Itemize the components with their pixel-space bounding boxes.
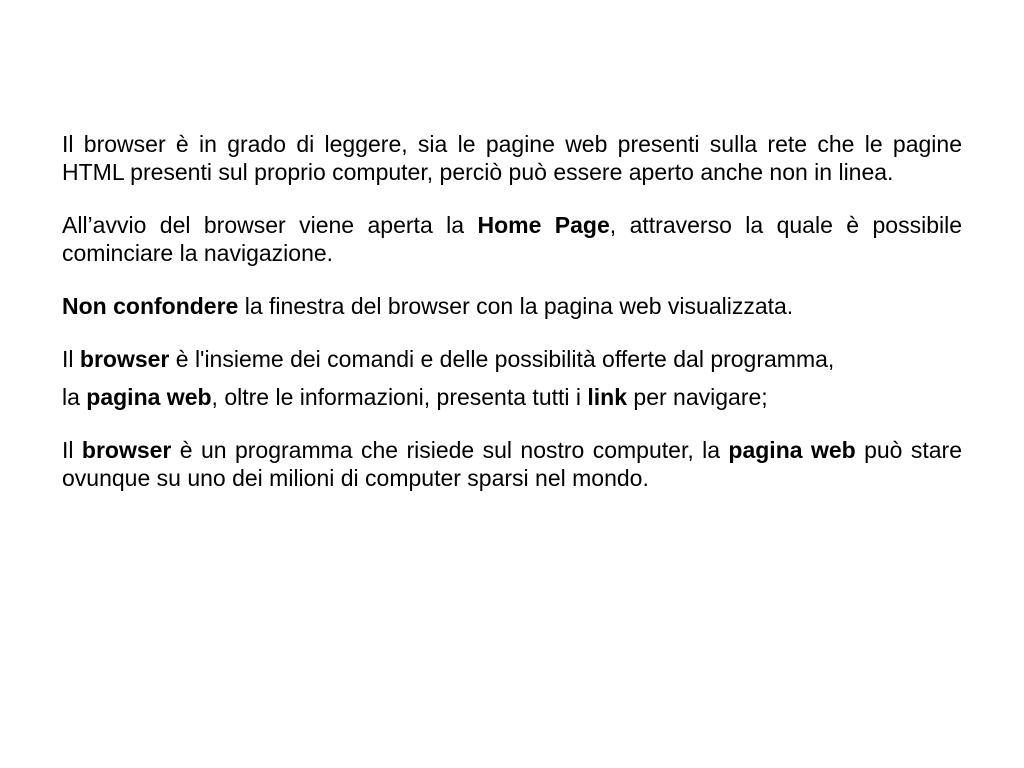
paragraph-browser-offline — [62, 130, 962, 186]
paragraph-text: Il browser è in grado di leggere, sia le pagine web presenti sulla rete che le pagine HTML presenti sul proprio computer, perciò può essere aperto anche non in linea. — [62, 131, 962, 185]
paragraph-text: All’avvio del browser viene aperta la — [62, 212, 478, 238]
paragraph-pagina-web-definition — [62, 383, 962, 411]
bold-term-browser: browser — [79, 346, 170, 372]
paragraph-text: può stare ovunque su uno dei milioni di computer sparsi nel mondo. — [62, 437, 962, 491]
paragraph-text: , attraverso la quale è possibile cominciare la navigazione. — [62, 212, 962, 266]
paragraph-browser-vs-pagina — [62, 436, 962, 492]
bold-term-pagina-web: pagina web — [86, 384, 212, 410]
bold-term-link: link — [587, 384, 628, 410]
paragraph-text: Il — [62, 346, 80, 372]
paragraph-browser-definition — [62, 345, 962, 373]
bold-term-non-confondere: Non confondere — [62, 293, 239, 319]
bold-term-pagina-web: pagina web — [728, 437, 856, 463]
bold-term-browser: browser — [81, 437, 172, 463]
paragraph-home-page — [62, 211, 962, 267]
paragraph-text: è l'insieme dei comandi e delle possibilità offerte dal programma, — [169, 346, 835, 372]
paragraph-non-confondere — [62, 292, 962, 320]
paragraph-text: per navigare; — [627, 384, 768, 410]
paragraph-text: la finestra del browser con la pagina web visualizzata. — [238, 293, 794, 319]
paragraph-text: la — [62, 384, 87, 410]
bold-term-home-page: Home Page — [477, 212, 610, 238]
paragraph-text: è un programma che risiede sul nostro computer, la — [171, 437, 729, 463]
paragraph-text: , oltre le informazioni, presenta tutti i — [211, 384, 588, 410]
paragraph-text: Il — [62, 437, 82, 463]
slide-body — [62, 130, 962, 492]
